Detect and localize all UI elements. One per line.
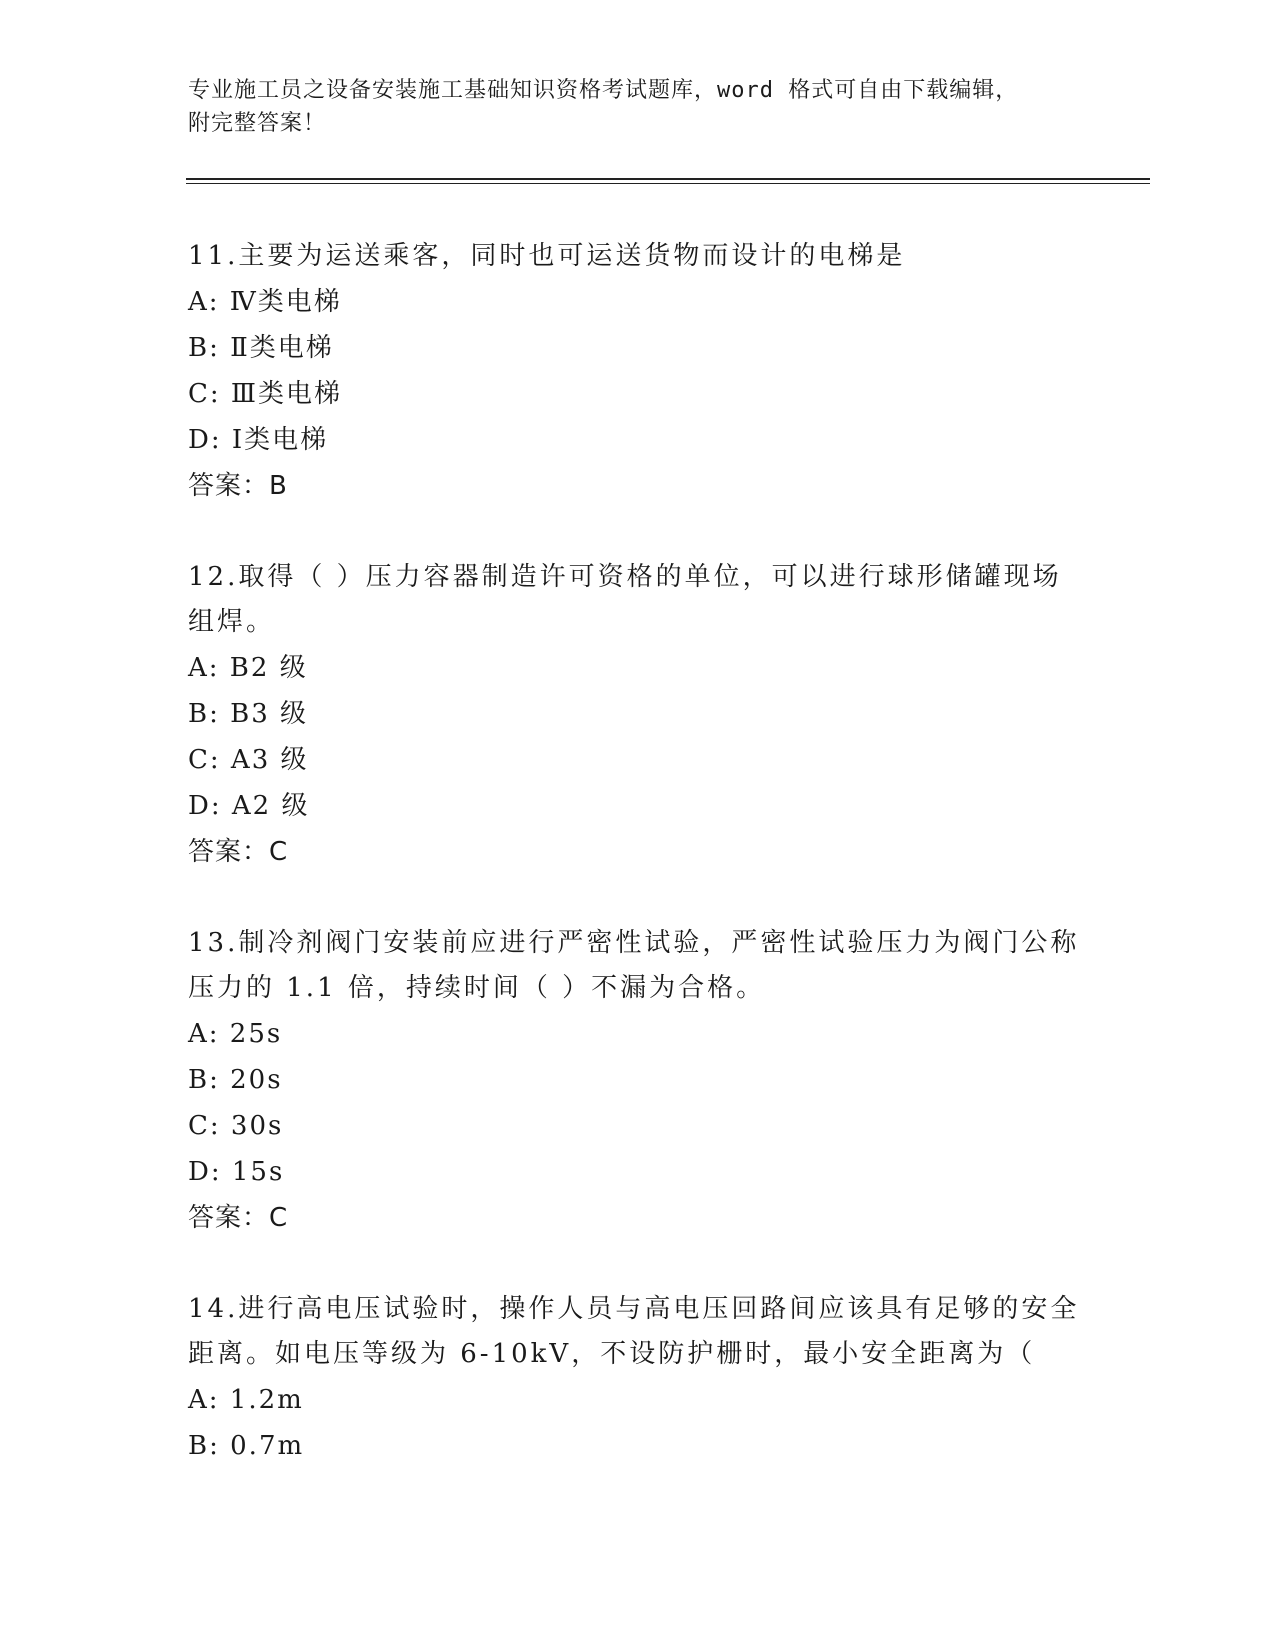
answer-line: 答案：C [188, 1203, 289, 1233]
question-12 [188, 555, 1088, 875]
header-line-2: 附完整答案！ [188, 111, 327, 136]
question-stem-continued: 组焊。 [188, 607, 276, 637]
question-stem: 13.制冷剂阀门安装前应进行严密性试验，严密性试验压力为阀门公称 [188, 928, 1080, 958]
option-b: B: Ⅱ类电梯 [188, 333, 334, 363]
option-a: A: B2 级 [188, 653, 308, 683]
option-c: C: A3 级 [188, 745, 309, 775]
question-stem: 11.主要为运送乘客，同时也可运送货物而设计的电梯是 [188, 241, 906, 271]
option-a: A: 1.2m [188, 1385, 304, 1415]
question-stem: 12.取得（ ）压力容器制造许可资格的单位，可以进行球形储罐现场 [188, 562, 1062, 592]
header-divider-thick [186, 178, 1150, 180]
answer-line: 答案：C [188, 837, 289, 867]
question-list [188, 234, 1088, 1515]
header-divider-thin [186, 183, 1150, 184]
option-c: C: 30s [188, 1111, 284, 1141]
answer-line: 答案：B [188, 471, 288, 501]
question-stem-continued: 距离。如电压等级为 6-10kV，不设防护栅时，最小安全距离为（ [188, 1339, 1036, 1369]
question-13 [188, 921, 1088, 1241]
option-b: B: 0.7m [188, 1431, 305, 1461]
option-a: A: 25s [188, 1019, 283, 1049]
question-stem: 14.进行高电压试验时，操作人员与高电压回路间应该具有足够的安全 [188, 1294, 1080, 1324]
option-a: A: Ⅳ类电梯 [188, 287, 342, 317]
option-b: B: B3 级 [188, 699, 309, 729]
question-11 [188, 234, 1088, 509]
option-d: D: A2 级 [188, 791, 310, 821]
document-header [188, 74, 1088, 140]
option-d: D: Ⅰ类电梯 [188, 425, 329, 455]
question-stem-continued: 压力的 1.1 倍，持续时间（ ）不漏为合格。 [188, 973, 766, 1003]
option-b: B: 20s [188, 1065, 283, 1095]
option-c: C: Ⅲ类电梯 [188, 379, 342, 409]
question-14 [188, 1287, 1088, 1469]
header-line-1: 专业施工员之设备安装施工基础知识资格考试题库，word 格式可自由下载编辑， [188, 78, 1019, 103]
option-d: D: 15s [188, 1157, 285, 1187]
